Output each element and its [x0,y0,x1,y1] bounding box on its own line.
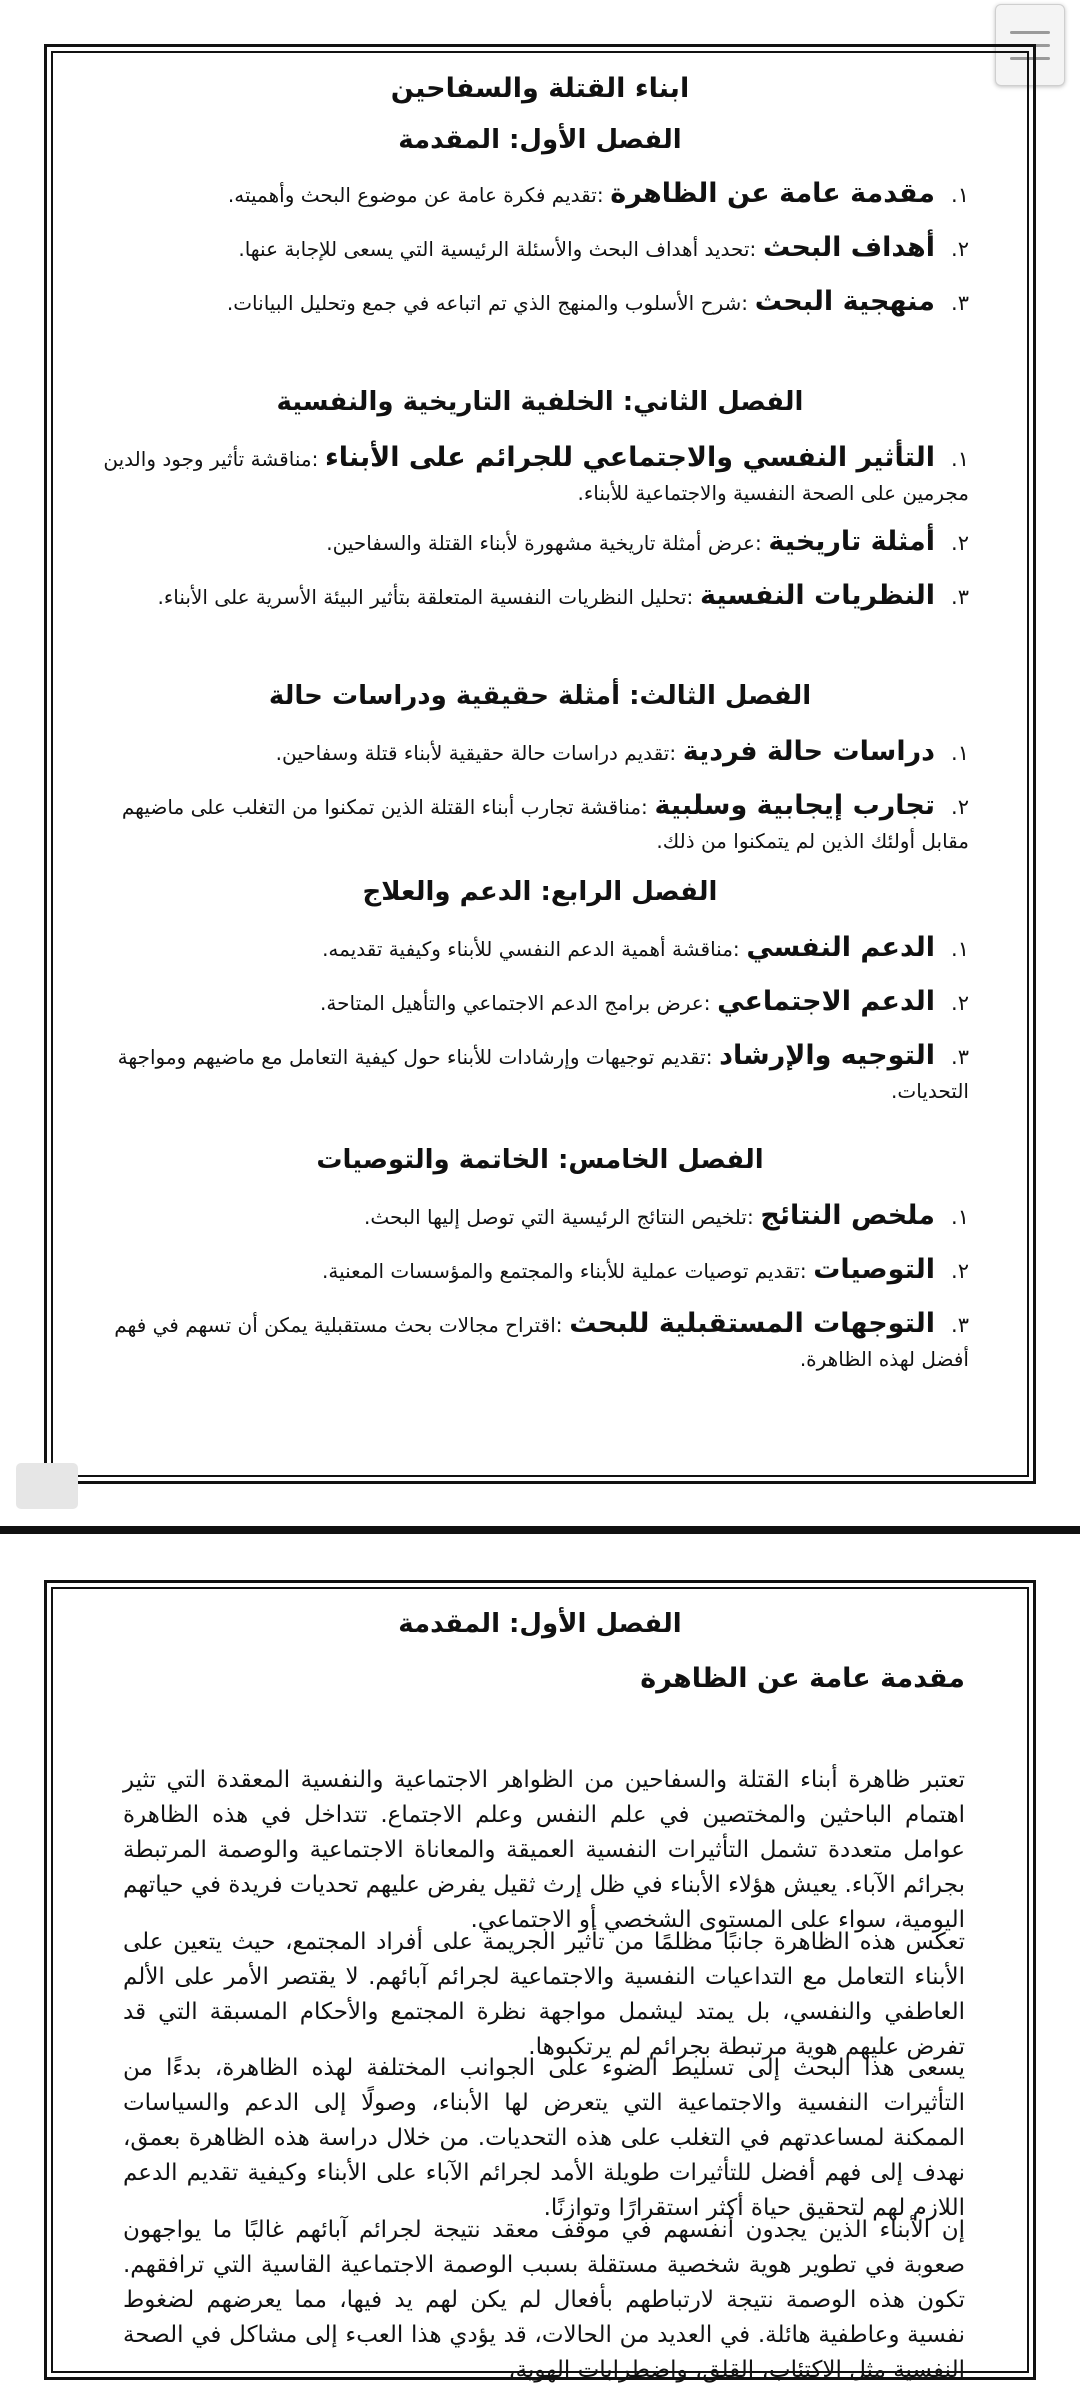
item-term: التوصيات [813,1254,935,1285]
section-subheading: مقدمة عامة عن الظاهرة [640,1663,965,1694]
item-description: :شرح الأسلوب والمنهج الذي تم اتباعه في جمع وتحليل البيانات. [226,291,749,315]
item-term: ملخص النتائج [760,1200,935,1231]
item-number: ٢. [951,795,969,819]
item-number: ٢. [951,237,969,261]
list-item [83,579,969,614]
item-term: التوجهات المستقبلية للبحث [569,1308,935,1339]
item-description: :مناقشة أهمية الدعم النفسي للأبناء وكيفية تقديمه. [322,937,740,961]
chapter-5-heading: الفصل الخامس: الخاتمة والتوصيات [316,1145,764,1175]
item-number: ٣. [951,585,969,609]
item-description: :تلخيص النتائج الرئيسية التي توصل إليها البحث. [364,1205,754,1229]
list-item [83,231,969,266]
item-description: :عرض أمثلة تاريخية مشهورة لأبناء القتلة والسفاحين. [326,531,762,555]
list-item [83,525,969,560]
item-description: :تقديم توجيهات وإرشادات للأبناء حول كيفية التعامل مع ماضيهم ومواجهة التحديات. [117,1045,969,1103]
item-term: الدعم الاجتماعي [717,986,935,1017]
item-description: :عرض برامج الدعم الاجتماعي والتأهيل المتاحة. [320,991,711,1015]
item-description: :مناقشة تأثير وجود والدين مجرمين على الصحة النفسية والاجتماعية للأبناء. [103,447,969,505]
item-number: ٣. [951,1045,969,1069]
item-description: :مناقشة تجارب أبناء القتلة الذين تمكنوا من التغلب على ماضيهم مقابل أولئك الذين لم يتمكنوا من ذلك. [121,795,969,853]
page-separator [0,1526,1080,1534]
body-paragraph: تعكس هذه الظاهرة جانبًا مظلمًا من تأثير الجريمة على أفراد المجتمع، حيث يتعين على الأبناء التعامل مع التداعيات النفسية والاجتماعية لجرائم آبائهم. لا يقتصر الأمر على الألم العاطفي والنفسي، بل يمتد ليشمل مواجهة نظرة المجتمع والأحكام المسبقة التي قد تفرض عليهم هوية مرتبطة بجرائم لم يرتكبوها. [123,1929,965,2060]
item-term: دراسات حالة فردية [682,736,935,767]
item-number: ٣. [951,1313,969,1337]
item-term: مقدمة عامة عن الظاهرة [610,178,935,209]
body-paragraph: إن الأبناء الذين يجدون أنفسهم في موقف معقد نتيجة لجرائم آبائهم غالبًا ما يواجهون صعوبة في تطوير هوية شخصية مستقلة بسبب الوصمة الاجتماعية القاسية التي ترافقهم. تكون هذه الوصمة نتيجة لارتباطهم بأفعال لم يكن لهم يد فيها، مما يعرضهم لضغوط نفسية وعاطفية هائلة. في العديد من الحالات، قد يؤدي هذا العبء إلى مشاكل في الصحة النفسية مثل الاكتئاب، القلق، واضطرابات الهوية، [123,2217,965,2383]
page-1-inner-border [51,51,1029,1477]
item-term: منهجية البحث [754,286,935,317]
item-term: أهداف البحث [762,232,935,263]
item-number: ٣. [951,291,969,315]
item-number: ٢. [951,531,969,555]
document-title: ابناء القتلة والسفاحين [390,73,690,104]
chapter-1-heading: الفصل الأول: المقدمة [398,1609,682,1639]
list-item [83,1199,969,1234]
page-scroll-marker[interactable] [16,1463,78,1509]
item-number: ٢. [951,1259,969,1283]
chapter-4-heading: الفصل الرابع: الدعم والعلاج [362,877,718,907]
list-item [83,789,969,858]
item-description: :تحديد أهداف البحث والأسئلة الرئيسية التي يسعى للإجابة عنها. [238,237,757,261]
item-number: ١. [951,183,969,207]
item-term: الدعم النفسي [746,932,935,963]
list-item [83,1307,969,1376]
list-item [83,931,969,966]
list-item [83,285,969,320]
chapter-1-heading: الفصل الأول: المقدمة [398,125,682,155]
item-term: التأثير النفسي والاجتماعي للجرائم على الأبناء [325,442,935,473]
item-number: ١. [951,447,969,471]
item-description: :اقتراح مجالات بحث مستقبلية يمكن أن تسهم في فهم أفضل لهذه الظاهرة. [114,1313,969,1371]
body-paragraph: تعتبر ظاهرة أبناء القتلة والسفاحين من الظواهر الاجتماعية والنفسية المعقدة التي تثير اهتمام الباحثين والمختصين في علم النفس وعلم الاجتماع. تتداخل في هذه الظاهرة عوامل متعددة تشمل التأثيرات النفسية العميقة والمعاناة الاجتماعية والوصمة المرتبطة بجرائم الآباء. يعيش هؤلاء الأبناء في ظل إرث ثقيل يفرض عليهم تحديات فريدة في حياتهم اليومية، سواء على المستوى الشخصي أو الاجتماعي. [123,1767,965,1933]
page-2-inner-border [51,1587,1029,2383]
document-page-2 [44,1580,1036,2383]
item-number: ١. [951,1205,969,1229]
list-item [83,441,969,510]
list-item [83,1039,969,1108]
list-item [83,1253,969,1288]
list-item [83,985,969,1020]
item-term: النظريات النفسية [699,580,935,611]
menu-line-icon [1010,31,1050,34]
item-number: ٢. [951,991,969,1015]
item-description: :تقديم دراسات حالة حقيقية لأبناء قتلة وسفاحين. [275,741,677,765]
item-number: ١. [951,741,969,765]
list-item [83,735,969,770]
document-page-1 [44,44,1036,1484]
item-term: أمثلة تاريخية [768,526,935,557]
chapter-3-heading: الفصل الثالث: أمثلة حقيقية ودراسات حالة [268,681,812,711]
list-item [83,177,969,212]
item-description: :تقديم فكرة عامة عن موضوع البحث وأهميته. [227,183,604,207]
item-description: :تحليل النظريات النفسية المتعلقة بتأثير البيئة الأسرية على الأبناء. [157,585,694,609]
item-term: التوجيه والإرشاد [719,1040,935,1071]
chapter-2-heading: الفصل الثاني: الخلفية التاريخية والنفسية [276,387,804,417]
item-description: :تقديم توصيات عملية للأبناء والمجتمع والمؤسسات المعنية. [322,1259,807,1283]
body-paragraph: يسعى هذا البحث إلى تسليط الضوء على الجوانب المختلفة لهذه الظاهرة، بدءًا من التأثيرات النفسية والاجتماعية التي يتعرض لها الأبناء، وصولًا إلى الدعم والسياسات الممكنة لمساعدتهم في التغلب على هذه التحديات. من خلال دراسة هذه الظاهرة بعمق، نهدف إلى فهم أفضل للتأثيرات طويلة الأمد لجرائم الآباء على الأبناء وكيفية تقديم الدعم اللازم لهم لتحقيق حياة أكثر استقرارًا وتوازنًا. [123,2055,965,2221]
item-term: تجارب إيجابية وسلبية [654,790,935,821]
item-number: ١. [951,937,969,961]
